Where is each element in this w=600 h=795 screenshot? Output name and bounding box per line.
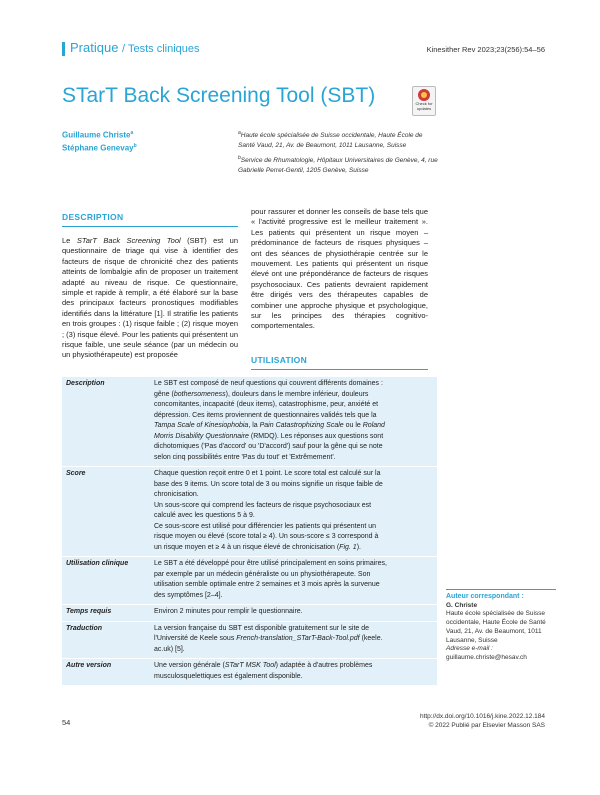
author-2-mark: b xyxy=(133,142,137,149)
utilisation-heading: UTILISATION xyxy=(251,355,308,365)
check-updates-icon xyxy=(418,89,430,101)
correspondence-rule xyxy=(446,589,556,590)
table-row xyxy=(62,621,437,659)
affiliations xyxy=(238,128,438,178)
line-text: l'Université de Keele sous French-translation_STarT-Back-Tool.pdf (keele. xyxy=(154,635,383,642)
journal-citation: Kinesither Rev 2023;23(256):54–56 xyxy=(426,45,545,54)
copyright: © 2022 Publié par Elsevier Masson SAS xyxy=(428,722,545,729)
table-row xyxy=(62,557,437,605)
section-header xyxy=(70,40,200,55)
sbt-info-table xyxy=(62,377,437,686)
badge-line-2: updates xyxy=(416,105,432,111)
description-col-2: pour rassurer et donner les conseils de base tels que « l'activité progressive est le meilleur traitement ». Les patients qui présentent un risque moyen – prédominance de facteurs de risques physiques – ont des séances de physiothérapie centrée sur le mouvement. Les patients qui présentent un risque élevé ont une prépondérance de facteurs de risques psychosociaux. Ces patients devraient rapidement être dirigés vers des thérapeutes capables de combiner une approche physique et psychologique, sur les principes des thérapies cognitivo-comportementales. xyxy=(251,207,428,331)
author-1-mark: a xyxy=(130,130,134,136)
correspondence-address: Haute école spécialisée de Suisse occidentale, Haute École de Santé Vaud, 21, Av. de Beaumont, 1011 Lausanne, Suisse xyxy=(446,610,546,644)
row-label: Utilisation clinique xyxy=(62,557,150,605)
subsection-title: / Tests cliniques xyxy=(122,43,200,55)
row-content: Environ 2 minutes pour remplir le questionnaire. xyxy=(150,605,437,622)
row-label: Temps requis xyxy=(62,605,150,622)
article-title: STarT Back Screening Tool (SBT) xyxy=(62,84,376,107)
line-text: gêne (bothersomeness), douleurs dans le membre inférieur, douleurs xyxy=(154,390,369,398)
page-number: 54 xyxy=(62,718,71,727)
author-2: Stéphane Genevay$^b$ xyxy=(62,142,137,153)
tool-name: STarT Back Screening Tool xyxy=(76,236,181,245)
doi-link[interactable]: http://dx.doi.org/10.1016/j.kine.2022.12.184 xyxy=(419,713,545,720)
check-for-updates-badge[interactable] xyxy=(412,86,436,116)
correspondence-heading: Auteur correspondant : xyxy=(446,593,524,600)
badge-line-1: Check for xyxy=(415,101,433,106)
row-label: Score xyxy=(62,467,150,557)
table-row xyxy=(62,605,437,622)
row-label: Traduction xyxy=(62,621,150,659)
row-content: Le SBT a été développé pour être utilisé principalement en soins primaires, par exemple par un médecin généraliste ou un physiothérapeute. Son utilisation semble optimale entre 2 semaines et 3 mois après la survenue des symptômes [2–4]. xyxy=(150,557,437,605)
correspondence-name: G. Christe xyxy=(446,601,478,609)
row-label: Description xyxy=(62,377,150,467)
line-text: Morris Disability Questionnaire (RMDQ). Les réponses aux questions sont xyxy=(154,432,384,440)
table-row xyxy=(62,659,437,686)
line-text: Tampa Scale of Kinesiophobia, la Pain Catastrophizing Scale ou le Roland xyxy=(154,422,385,429)
table-row xyxy=(62,377,437,467)
affiliation-b: $^b$Service de Rhumatologie, Hôpitaux Universitaires de Genève, 4, rue Gabrielle Perret-Gentil, 1205 Genève, Suisse xyxy=(238,155,438,175)
email-link[interactable]: guillaume.christe@hesav.ch xyxy=(446,653,527,661)
line-text: Une version générale (STarT MSK Tool) adaptée à d'autres problèmes xyxy=(154,662,373,669)
row-content: Le SBT est composé de neuf questions qui couvrent différents domaines : gêne (bothersomeness), douleurs dans le membre inférieur, douleurs concomitantes, incapacité (deux items), catastrophisme, peur, anxiété et dépression. Ces items proviennent de questionnaires validés tels que la Tampa Scale of Kinesiophobia, la Pain Catastrophizing Scale ou le Roland Morris Disability Questionnaire (RMDQ). Les réponses aux questions sont dichotomiques ('Pas d'accord' ou 'D'accord') sauf pour la gêne qui se note selon cinq possibilités entre 'Pas du tout' et 'Extrêmement'. xyxy=(150,377,437,467)
email-label: Adresse e-mail : xyxy=(446,645,493,653)
section-marker xyxy=(62,42,65,56)
utilisation-rule xyxy=(251,369,428,370)
row-content: Chaque question reçoit entre 0 et 1 point. Le score total est calculé sur la base des 9 items. Un score total de 3 ou moins signifie un risque faible de chronicisation. Un sous-score qui comprend les facteurs de risque psychosociaux est calculé avec les questions 5 à 9. Ce sous-score est utilisé pour différencier les patients qui présentent un risque moyen ou élevé (score total ≥ 4). Un sous-score ≤ 3 correspond à un risque moyen et ≥ 4 à un risque élevé de chronicisation (Fig. 1). xyxy=(150,467,437,557)
affiliation-a: $^a$Haute école spécialisée de Suisse occidentale, Haute École de Santé Vaud, 21, Av. de Beaumont, 1011 Lausanne, Suisse xyxy=(238,130,423,150)
section-title: Pratique xyxy=(70,40,119,55)
row-label: Autre version xyxy=(62,659,150,686)
line-text: un risque moyen et ≥ 4 à un risque élevé de chronicisation (Fig. 1). xyxy=(154,543,361,551)
correspondence-box xyxy=(446,589,556,663)
description-col-1: Le STarT Back Screening Tool (SBT) est un questionnaire de triage qui vise à identifier des facteurs de risque de chronicité chez des patients atteints de lombalgie afin de proposer un traitement adapté au niveau de risque. Ce questionnaire, simple et rapide à remplir, a été élaboré sur la base des principaux facteurs pronostiques modifiables identifiés dans la littérature [1]. Il stratifie les patients en trois groupes : (1) risque faible ; (2) risque moyen ; (3) risque élevé. Pour les patients qui présentent un risque faible, une seule séance (par un médecin ou un physiothérapeute) est proposée xyxy=(62,236,238,360)
row-content: Une version générale (STarT MSK Tool) adaptée à d'autres problèmes musculosquelettiques est également disponible. xyxy=(150,659,437,686)
row-content: La version française du SBT est disponible gratuitement sur le site de l'Université de Keele sous French-translation_STarT-Back-Tool.pdf (keele. ac.uk) [5]. xyxy=(150,621,437,659)
footer-info xyxy=(420,712,545,730)
table-row xyxy=(62,467,437,557)
author-1: Guillaume Christe$^a$ xyxy=(62,130,134,140)
description-heading: DESCRIPTION xyxy=(62,212,124,222)
description-rule xyxy=(62,226,238,227)
author-list xyxy=(62,128,137,153)
